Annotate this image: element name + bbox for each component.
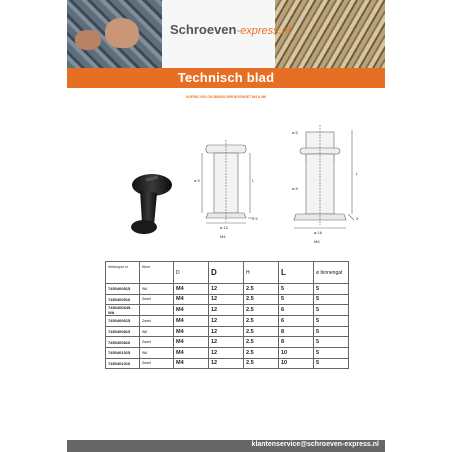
table-cell: 7450401016 [106,358,140,369]
table-row [106,305,349,316]
table-row [106,326,349,337]
brand-name: Schroeven [170,22,237,37]
table-cell: Zwart [140,358,174,369]
table-cell [140,305,174,316]
table-cell: Wit [140,347,174,358]
table-row [106,284,349,295]
dim-right-diameter: ø 6 [292,130,298,135]
table-cell: 8 [279,326,314,337]
screws-photo [275,0,385,68]
header-cell: ø binnengat [314,262,349,284]
table-cell: M4 [174,284,209,295]
product-subtitle: VIJFWIJ NYLON BINDSCHROEVENSET M4 & M6 [185,95,267,99]
table-cell: 12 [209,284,244,295]
table-cell: 2.5 [244,284,279,295]
table-cell: 5 [314,337,349,348]
table-cell: 10 [279,358,314,369]
table-cell: 12 [209,347,244,358]
table-cell: 5 [314,316,349,327]
table-cell: M4 [174,337,209,348]
table-cell: Wit [140,326,174,337]
table-cell: 5 [314,294,349,305]
table-cell: 12 [209,305,244,316]
table-row [106,347,349,358]
table-cell: 7450401015 [106,347,140,358]
dim-right-height: 3 [356,216,359,221]
table-cell: 2.5 [244,347,279,358]
table-cell: M4 [174,358,209,369]
page-title: Technisch blad [177,70,275,85]
header-cell: L [279,262,314,284]
table-cell: 2.5 [244,358,279,369]
table-cell: M4 [174,316,209,327]
table-cell: M4 [174,347,209,358]
table-cell: 7450400816 [106,337,140,348]
table-row [106,337,349,348]
technical-sheet-page [67,0,385,452]
hand-image [105,18,139,48]
header-cell: D [209,262,244,284]
brand-logo [170,22,290,37]
header-cell: H [244,262,279,284]
table-cell: 2.5 [244,316,279,327]
spec-table [105,261,349,369]
table-cell: 12 [209,316,244,327]
table-cell: M4 [174,326,209,337]
table-cell: 2.5 [244,337,279,348]
table-cell: M4 [174,305,209,316]
table-cell: 12 [209,326,244,337]
table-cell: 2.5 [244,294,279,305]
brand-suffix: -express.nl [236,25,291,37]
dim-left-diameter: ø 5 [194,178,200,183]
technical-drawing [184,110,384,250]
table-header-row [106,262,349,284]
table-cell: 12 [209,337,244,348]
dim-left-height: 2.5 [252,216,258,221]
dim-left-head: ø 12 [220,225,229,230]
table-cell: 7450400645-Wit [106,305,140,316]
table-cell: 2.5 [244,305,279,316]
table-row [106,316,349,327]
table-cell: 12 [209,358,244,369]
table-cell: 5 [314,358,349,369]
table-cell: 12 [209,294,244,305]
table-cell: 5 [314,347,349,358]
table-cell: 5 [314,284,349,295]
table-body [106,284,349,369]
dim-left-length: L [252,178,255,183]
table-cell: 7450400615 [106,316,140,327]
header-cell: D [174,262,209,284]
footer-bar [67,440,385,452]
drawing-label-m4: M4 [220,234,226,239]
customer-service-email[interactable]: klantenservice@schroeven-express.nl [251,441,379,448]
table-cell: 5 [314,326,349,337]
table-cell: Zwart [140,294,174,305]
header-cell: Verkoopnr nl [106,262,140,284]
product-photo [122,165,177,245]
table-cell: 8 [279,337,314,348]
tools-photo [67,0,162,68]
drawing-label-m6: M6 [314,239,320,244]
table-row [106,358,349,369]
table-cell: M4 [174,294,209,305]
table-cell: Zwart [140,337,174,348]
table-cell: Zwart [140,316,174,327]
dim-right-head: ø 16 [314,230,323,235]
dim-right-inner: ø 8 [292,186,298,191]
table-cell: 5 [314,305,349,316]
title-bar [67,68,385,88]
table-row [106,294,349,305]
table-cell: 5 [279,294,314,305]
table-cell: 7450400515 [106,284,140,295]
header-cell: Kleur [140,262,174,284]
table-cell: 6 [279,316,314,327]
table-cell: 2.5 [244,326,279,337]
table-cell: 10 [279,347,314,358]
header-banner [67,0,385,68]
table-cell: 7450400815 [106,326,140,337]
table-cell: 7450400516 [106,294,140,305]
table-cell: Wit [140,284,174,295]
table-cell: 6 [279,305,314,316]
table-cell: 5 [279,284,314,295]
dim-right-length: L [356,171,359,176]
hand-image [75,30,101,50]
